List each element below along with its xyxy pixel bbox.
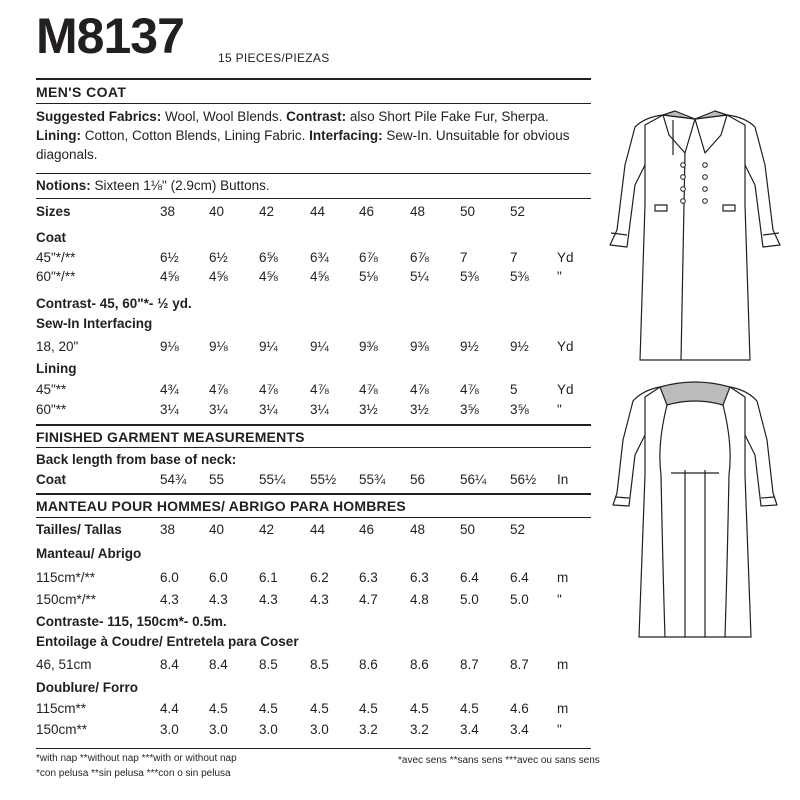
table-row-label: 45"*/**: [36, 250, 76, 265]
table-cell: 55¾: [359, 472, 386, 487]
divider: [36, 447, 591, 448]
table-cell: 7: [510, 250, 518, 265]
table-cell: 4.5: [359, 701, 378, 716]
table-cell: 6.1: [259, 570, 278, 585]
table-cell: 9¼: [259, 339, 278, 354]
size-header-cell: 40: [209, 204, 225, 219]
table-cell: 7: [460, 250, 468, 265]
table-row-unit: m: [557, 570, 569, 585]
table-cell: 3¼: [259, 402, 278, 417]
table-cell: 4.3: [259, 592, 278, 607]
table-cell: 6⅞: [359, 250, 378, 265]
size-header-cell: 48: [410, 204, 426, 219]
coat-back-illustration: [605, 375, 785, 640]
table-row-unit: ": [557, 402, 562, 417]
footnote-fr: *avec sens **sans sens ***avec ou sans sens: [398, 755, 600, 766]
table-row-unit: ": [557, 592, 562, 607]
sizes-header-label: Sizes: [36, 204, 71, 219]
section-title-en: MEN'S COAT: [36, 84, 127, 100]
table-cell: 3⅝: [460, 402, 479, 417]
table-cell: 9⅛: [209, 339, 228, 354]
table-cell: 56¼: [460, 472, 487, 487]
table-cell: 5¼: [410, 269, 429, 284]
table-cell: 3¼: [209, 402, 228, 417]
table-cell: 5⅜: [510, 269, 529, 284]
table-cell: 8.4: [209, 657, 228, 672]
divider: [36, 424, 591, 426]
table-cell: 4⅞: [259, 382, 278, 397]
table-cell: 4.5: [410, 701, 429, 716]
table-cell: 4¾: [160, 382, 179, 397]
table-cell: 8.5: [310, 657, 329, 672]
table-cell: 4⅝: [310, 269, 329, 284]
table-cell: 8.7: [510, 657, 529, 672]
table-cell: 56½: [510, 472, 537, 487]
table-cell: 4.3: [160, 592, 179, 607]
finished-subtitle: Back length from base of neck:: [36, 452, 237, 467]
table-cell: 4⅝: [209, 269, 228, 284]
table-cell: 4⅞: [209, 382, 228, 397]
table-cell: 4⅞: [460, 382, 479, 397]
size-header-cell: 44: [310, 522, 326, 537]
table-cell: 4.3: [209, 592, 228, 607]
button-icon: [703, 199, 708, 204]
button-icon: [703, 163, 708, 168]
button-icon: [703, 175, 708, 180]
table-cell: 9¼: [310, 339, 329, 354]
lining-label: Lining:: [36, 128, 81, 143]
table-row-unit: Yd: [557, 382, 574, 397]
table-cell: 8.4: [160, 657, 179, 672]
table-cell: 6⅝: [259, 250, 278, 265]
table-cell: 4.5: [259, 701, 278, 716]
table-group-label: Coat: [36, 230, 66, 245]
table-cell: 6.0: [209, 570, 228, 585]
table-cell: 5.0: [510, 592, 529, 607]
table-cell: 8.6: [359, 657, 378, 672]
size-header-cell: 50: [460, 522, 476, 537]
table-row-unit: m: [557, 701, 569, 716]
interfacing-label: Interfacing:: [309, 128, 383, 143]
table-cell: 55½: [310, 472, 337, 487]
table-cell: 4⅝: [259, 269, 278, 284]
table-cell: 4⅞: [310, 382, 329, 397]
table-cell: 4⅞: [410, 382, 429, 397]
button-icon: [703, 187, 708, 192]
divider: [36, 78, 591, 80]
table-cell: 6¾: [310, 250, 329, 265]
table-cell: 4.5: [460, 701, 479, 716]
table-cell: 56: [410, 472, 426, 487]
fabrics-label: Suggested Fabrics:: [36, 109, 162, 124]
divider: [36, 103, 591, 104]
table-cell: 3.4: [460, 722, 479, 737]
table-cell: 3.2: [359, 722, 378, 737]
table-cell: 8.6: [410, 657, 429, 672]
size-header-cell: 38: [160, 522, 176, 537]
size-header-cell: 46: [359, 204, 375, 219]
size-header-cell: 42: [259, 204, 275, 219]
table-row-unit: m: [557, 657, 569, 672]
fabrics-paragraph: [36, 107, 596, 164]
table-cell: 3.0: [160, 722, 179, 737]
table-row-label: 60"*/**: [36, 269, 76, 284]
notions-line: [36, 178, 270, 194]
sizes-header-label: Tailles/ Tallas: [36, 522, 122, 537]
table-cell: 6⅞: [410, 250, 429, 265]
size-header-cell: 50: [460, 204, 476, 219]
size-header-cell: 52: [510, 522, 526, 537]
divider: [36, 198, 591, 199]
size-header-cell: 38: [160, 204, 176, 219]
table-row-unit: In: [557, 472, 569, 487]
fabrics-text-cont: diagonals.: [36, 147, 98, 162]
table-cell: 4.4: [160, 701, 179, 716]
table-cell: 3.4: [510, 722, 529, 737]
lining-text: Cotton, Cotton Blends, Lining Fabric.: [80, 128, 310, 143]
button-icon: [681, 187, 686, 192]
table-cell: 6.4: [510, 570, 529, 585]
table-cell: 9⅜: [410, 339, 429, 354]
size-header-cell: 44: [310, 204, 326, 219]
size-header-cell: 46: [359, 522, 375, 537]
size-header-cell: 52: [510, 204, 526, 219]
table-group-label: Manteau/ Abrigo: [36, 546, 142, 561]
table-row-label: 18, 20": [36, 339, 79, 354]
fabrics-text: Wool, Wool Blends.: [161, 109, 287, 124]
table-row-unit: Yd: [557, 250, 574, 265]
button-icon: [681, 199, 686, 204]
table-row-label: 115cm**: [36, 701, 87, 716]
table-cell: 5.0: [460, 592, 479, 607]
table-group-label: Sew-In Interfacing: [36, 316, 153, 331]
notions-text: Sixteen 1⅛" (2.9cm) Buttons.: [90, 178, 270, 193]
table-cell: 3.0: [310, 722, 329, 737]
table-cell: 6.2: [310, 570, 329, 585]
table-cell: 6½: [160, 250, 179, 265]
table-row-label: 60"**: [36, 402, 67, 417]
table-cell: 8.5: [259, 657, 278, 672]
divider: [36, 493, 591, 495]
table-cell: 5⅜: [460, 269, 479, 284]
table-group-label: Doublure/ Forro: [36, 680, 138, 695]
table-row-label: 150cm**: [36, 722, 88, 737]
table-cell: 4.5: [310, 701, 329, 716]
table-cell: 6½: [209, 250, 228, 265]
footnote-es: *con pelusa **sin pelusa ***con o sin pelusa: [36, 768, 231, 779]
divider: [36, 748, 591, 749]
piece-count: 15 PIECES/PIEZAS: [218, 51, 330, 65]
contrast-label: Contrast:: [286, 109, 347, 124]
table-cell: 3½: [359, 402, 378, 417]
table-cell: 4.5: [209, 701, 228, 716]
contrast-text: also Short Pile Fake Fur, Sherpa.: [346, 109, 549, 124]
table-row-label: 115cm*/**: [36, 570, 96, 585]
table-cell: 4⅝: [160, 269, 179, 284]
size-header-cell: 48: [410, 522, 426, 537]
table-cell: 3½: [410, 402, 429, 417]
table-group-label: Contraste- 115, 150cm*- 0.5m.: [36, 614, 227, 629]
pattern-number: M8137: [36, 8, 184, 64]
notions-label: Notions:: [36, 178, 91, 193]
table-cell: 5⅛: [359, 269, 378, 284]
button-icon: [681, 175, 686, 180]
table-group-label: Entoilage à Coudre/ Entretela para Coser: [36, 634, 299, 649]
table-cell: 55: [209, 472, 225, 487]
table-cell: 6.3: [410, 570, 429, 585]
table-cell: 9⅜: [359, 339, 378, 354]
table-cell: 3⅝: [510, 402, 529, 417]
section-title-fr: MANTEAU POUR HOMMES/ ABRIGO PARA HOMBRES: [36, 498, 406, 514]
table-cell: 6.3: [359, 570, 378, 585]
table-cell: 4.7: [359, 592, 378, 607]
table-cell: 8.7: [460, 657, 479, 672]
table-cell: 3¼: [310, 402, 329, 417]
coat-front-illustration: [605, 105, 785, 365]
divider: [36, 173, 591, 174]
table-cell: 54¾: [160, 472, 187, 487]
table-cell: 9⅛: [160, 339, 179, 354]
table-cell: 9½: [460, 339, 479, 354]
table-cell: 3.2: [410, 722, 429, 737]
table-row-label: Coat: [36, 472, 66, 487]
table-cell: 5: [510, 382, 518, 397]
interfacing-text: Sew-In. Unsuitable for obvious: [382, 128, 570, 143]
table-row-unit: ": [557, 722, 562, 737]
table-row-label: 45"**: [36, 382, 67, 397]
table-cell: 3.0: [209, 722, 228, 737]
table-row-unit: Yd: [557, 339, 574, 354]
size-header-cell: 40: [209, 522, 225, 537]
table-cell: 4.8: [410, 592, 429, 607]
divider: [36, 517, 591, 518]
table-cell: 3.0: [259, 722, 278, 737]
table-cell: 4.6: [510, 701, 529, 716]
table-row-unit: ": [557, 269, 562, 284]
table-cell: 6.0: [160, 570, 179, 585]
button-icon: [681, 163, 686, 168]
table-row-label: 46, 51cm: [36, 657, 92, 672]
size-header-cell: 42: [259, 522, 275, 537]
table-group-label: Contrast- 45, 60"*- ½ yd.: [36, 296, 192, 311]
table-group-label: Lining: [36, 361, 77, 376]
table-row-label: 150cm*/**: [36, 592, 97, 607]
table-cell: 6.4: [460, 570, 479, 585]
finished-title: FINISHED GARMENT MEASUREMENTS: [36, 429, 305, 445]
table-cell: 55¼: [259, 472, 286, 487]
table-cell: 9½: [510, 339, 529, 354]
table-cell: 4.3: [310, 592, 329, 607]
table-cell: 3¼: [160, 402, 179, 417]
footnote-en: *with nap **without nap ***with or without nap: [36, 753, 237, 764]
table-cell: 4⅞: [359, 382, 378, 397]
